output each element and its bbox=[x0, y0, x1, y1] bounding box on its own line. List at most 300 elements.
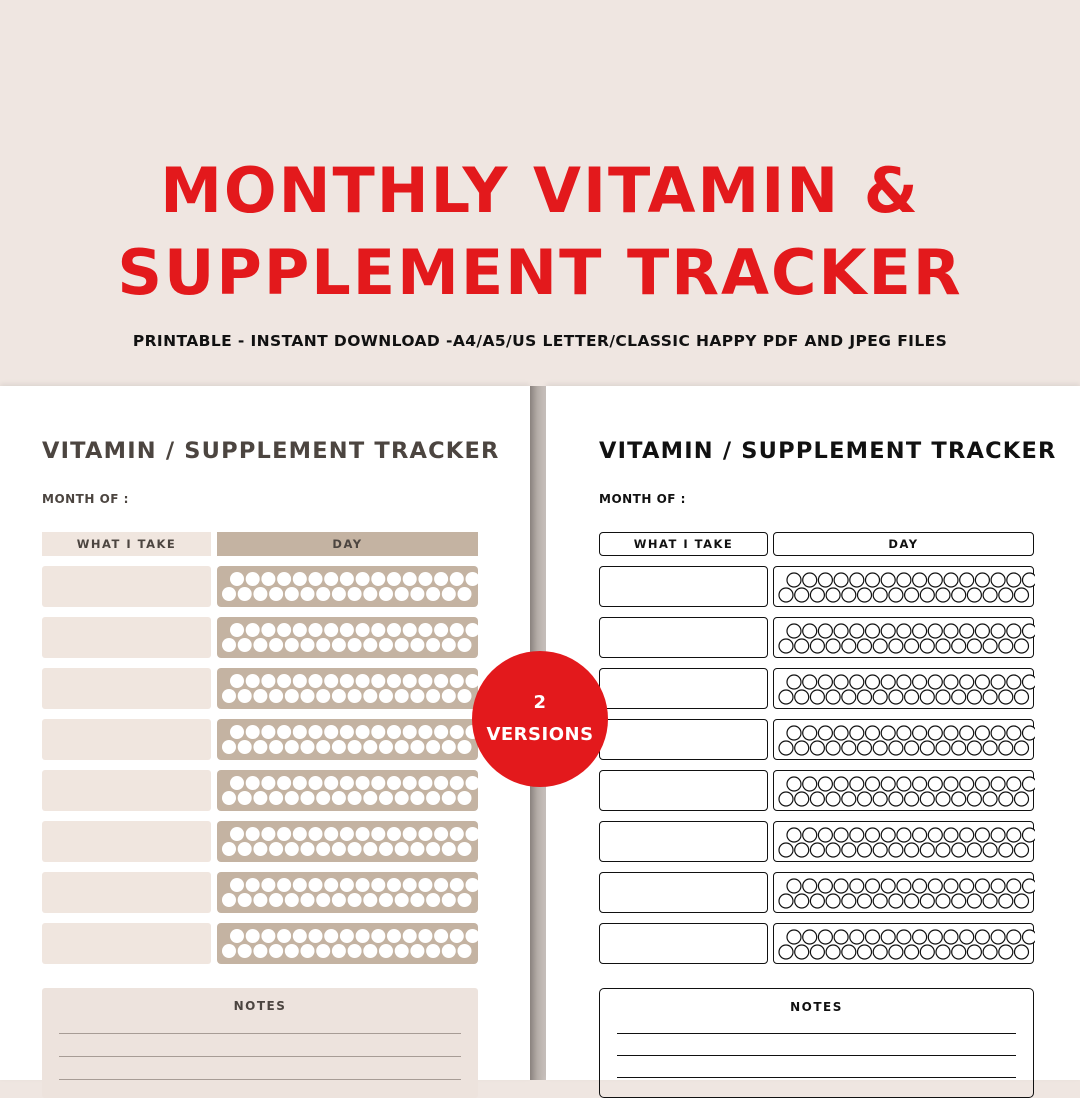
day-checkbox-circle[interactable] bbox=[920, 843, 934, 857]
day-checkbox-circle[interactable] bbox=[944, 828, 958, 842]
day-checkbox-circle[interactable] bbox=[379, 740, 393, 754]
day-checkbox-circle[interactable] bbox=[913, 930, 927, 944]
day-checkbox-circle[interactable] bbox=[246, 725, 260, 739]
day-checkbox-circle[interactable] bbox=[293, 725, 307, 739]
day-checkbox-circle[interactable] bbox=[277, 827, 291, 841]
day-checkbox-circle[interactable] bbox=[897, 675, 911, 689]
day-checkbox-circle[interactable] bbox=[897, 828, 911, 842]
day-checkbox-circle[interactable] bbox=[826, 894, 840, 908]
day-checkbox-circle[interactable] bbox=[905, 843, 919, 857]
day-checkbox-circle[interactable] bbox=[387, 572, 401, 586]
day-checkbox-circle[interactable] bbox=[779, 945, 793, 959]
day-checkbox-circle[interactable] bbox=[999, 894, 1013, 908]
day-checkbox-circle[interactable] bbox=[230, 827, 244, 841]
day-checkbox-circle[interactable] bbox=[983, 690, 997, 704]
day-checkbox-circle[interactable] bbox=[920, 639, 934, 653]
day-checkbox-circle[interactable] bbox=[810, 792, 824, 806]
day-checkbox-circle[interactable] bbox=[787, 624, 801, 638]
day-checkbox-circle[interactable] bbox=[952, 741, 966, 755]
day-checkbox-circle[interactable] bbox=[889, 639, 903, 653]
day-checkbox-circle[interactable] bbox=[387, 878, 401, 892]
day-checkbox-circle[interactable] bbox=[340, 725, 354, 739]
what-i-take-field[interactable] bbox=[599, 668, 768, 709]
day-checkbox-circle[interactable] bbox=[866, 624, 880, 638]
day-checkbox-circle[interactable] bbox=[450, 674, 464, 688]
day-checkbox-circle[interactable] bbox=[253, 944, 267, 958]
day-checkbox-circle[interactable] bbox=[858, 741, 872, 755]
day-checkbox-circle[interactable] bbox=[999, 945, 1013, 959]
day-checkbox-circle[interactable] bbox=[936, 588, 950, 602]
day-checkbox-circle[interactable] bbox=[222, 587, 236, 601]
what-i-take-field[interactable] bbox=[42, 923, 211, 964]
day-checkbox-circle[interactable] bbox=[913, 879, 927, 893]
day-checkbox-circle[interactable] bbox=[379, 689, 393, 703]
day-checkbox-circle[interactable] bbox=[301, 689, 315, 703]
day-checkbox-circle[interactable] bbox=[371, 725, 385, 739]
day-checkbox-circle[interactable] bbox=[442, 587, 456, 601]
day-checkbox-circle[interactable] bbox=[253, 740, 267, 754]
day-checkbox-circle[interactable] bbox=[999, 843, 1013, 857]
day-checkbox-circle[interactable] bbox=[348, 791, 362, 805]
day-checkbox-circle[interactable] bbox=[348, 842, 362, 856]
day-checkbox-circle[interactable] bbox=[466, 827, 479, 841]
day-checkbox-circle[interactable] bbox=[340, 929, 354, 943]
day-checkbox-circle[interactable] bbox=[897, 624, 911, 638]
day-checkbox-circle[interactable] bbox=[230, 725, 244, 739]
day-checkbox-circle[interactable] bbox=[866, 879, 880, 893]
day-checkbox-circle[interactable] bbox=[983, 741, 997, 755]
day-checkbox-circle[interactable] bbox=[936, 690, 950, 704]
day-checkbox-circle[interactable] bbox=[285, 587, 299, 601]
day-checkbox-circle[interactable] bbox=[818, 726, 832, 740]
day-checkbox-circle[interactable] bbox=[324, 674, 338, 688]
day-checkbox-circle[interactable] bbox=[434, 827, 448, 841]
day-checkbox-circle[interactable] bbox=[238, 740, 252, 754]
day-checkbox-circle[interactable] bbox=[1007, 879, 1021, 893]
day-checkbox-circle[interactable] bbox=[905, 588, 919, 602]
day-checkbox-circle[interactable] bbox=[779, 894, 793, 908]
day-checkbox-circle[interactable] bbox=[873, 894, 887, 908]
day-checkbox-circle[interactable] bbox=[442, 893, 456, 907]
day-checkbox-circle[interactable] bbox=[850, 675, 864, 689]
day-checkbox-circle[interactable] bbox=[285, 791, 299, 805]
day-checkbox-circle[interactable] bbox=[293, 674, 307, 688]
day-checkbox-circle[interactable] bbox=[795, 690, 809, 704]
day-checkbox-circle[interactable] bbox=[332, 587, 346, 601]
day-checkbox-circle[interactable] bbox=[418, 776, 432, 790]
day-checkbox-circle[interactable] bbox=[371, 674, 385, 688]
day-checkbox-circle[interactable] bbox=[316, 893, 330, 907]
day-checkbox-circle[interactable] bbox=[277, 725, 291, 739]
day-checkbox-circle[interactable] bbox=[834, 777, 848, 791]
day-checkbox-circle[interactable] bbox=[842, 945, 856, 959]
day-checkbox-circle[interactable] bbox=[795, 588, 809, 602]
day-checkbox-circle[interactable] bbox=[810, 588, 824, 602]
day-checkbox-circle[interactable] bbox=[238, 791, 252, 805]
day-checkbox-circle[interactable] bbox=[277, 776, 291, 790]
day-checkbox-circle[interactable] bbox=[316, 791, 330, 805]
what-i-take-field[interactable] bbox=[42, 821, 211, 862]
day-checkbox-circle[interactable] bbox=[944, 726, 958, 740]
day-checkbox-circle[interactable] bbox=[818, 828, 832, 842]
day-checkbox-circle[interactable] bbox=[356, 623, 370, 637]
day-checkbox-circle[interactable] bbox=[991, 624, 1005, 638]
day-checkbox-circle[interactable] bbox=[967, 945, 981, 959]
day-checkbox-circle[interactable] bbox=[261, 725, 275, 739]
day-checkbox-circle[interactable] bbox=[1015, 639, 1029, 653]
day-checkbox-circle[interactable] bbox=[410, 689, 424, 703]
day-checkbox-circle[interactable] bbox=[1023, 726, 1036, 740]
day-checkbox-circle[interactable] bbox=[309, 623, 323, 637]
day-checkbox-circle[interactable] bbox=[999, 588, 1013, 602]
day-checkbox-circle[interactable] bbox=[803, 777, 817, 791]
day-checkbox-circle[interactable] bbox=[1015, 792, 1029, 806]
day-checkbox-circle[interactable] bbox=[787, 879, 801, 893]
day-checkbox-circle[interactable] bbox=[842, 741, 856, 755]
day-checkbox-circle[interactable] bbox=[356, 776, 370, 790]
day-checkbox-circle[interactable] bbox=[458, 689, 472, 703]
day-checkbox-circle[interactable] bbox=[395, 842, 409, 856]
day-checkbox-circle[interactable] bbox=[991, 930, 1005, 944]
day-checkbox-circle[interactable] bbox=[466, 929, 479, 943]
day-checkbox-circle[interactable] bbox=[410, 893, 424, 907]
day-checkbox-circle[interactable] bbox=[818, 879, 832, 893]
day-checkbox-circle[interactable] bbox=[936, 741, 950, 755]
day-checkbox-circle[interactable] bbox=[1023, 930, 1036, 944]
day-checkbox-circle[interactable] bbox=[261, 878, 275, 892]
day-checkbox-circle[interactable] bbox=[309, 878, 323, 892]
day-checkbox-circle[interactable] bbox=[866, 573, 880, 587]
day-checkbox-circle[interactable] bbox=[450, 878, 464, 892]
day-checkbox-circle[interactable] bbox=[1015, 945, 1029, 959]
day-checkbox-circle[interactable] bbox=[285, 842, 299, 856]
day-checkbox-circle[interactable] bbox=[975, 930, 989, 944]
day-checkbox-circle[interactable] bbox=[826, 792, 840, 806]
day-checkbox-circle[interactable] bbox=[246, 878, 260, 892]
day-checkbox-circle[interactable] bbox=[222, 689, 236, 703]
day-checkbox-circle[interactable] bbox=[960, 726, 974, 740]
day-checkbox-circle[interactable] bbox=[324, 827, 338, 841]
day-checkbox-circle[interactable] bbox=[418, 725, 432, 739]
day-checkbox-circle[interactable] bbox=[1007, 930, 1021, 944]
day-checkbox-circle[interactable] bbox=[246, 572, 260, 586]
day-checkbox-circle[interactable] bbox=[826, 843, 840, 857]
day-checkbox-circle[interactable] bbox=[371, 776, 385, 790]
day-checkbox-circle[interactable] bbox=[410, 791, 424, 805]
day-checkbox-circle[interactable] bbox=[952, 792, 966, 806]
day-checkbox-circle[interactable] bbox=[897, 930, 911, 944]
day-checkbox-circle[interactable] bbox=[983, 588, 997, 602]
day-checkbox-circle[interactable] bbox=[434, 776, 448, 790]
day-checkbox-circle[interactable] bbox=[818, 930, 832, 944]
day-checkbox-circle[interactable] bbox=[913, 624, 927, 638]
day-checkbox-circle[interactable] bbox=[410, 638, 424, 652]
day-checkbox-circle[interactable] bbox=[850, 624, 864, 638]
day-checkbox-circle[interactable] bbox=[261, 929, 275, 943]
day-checkbox-circle[interactable] bbox=[889, 945, 903, 959]
day-checkbox-circle[interactable] bbox=[253, 638, 267, 652]
day-checkbox-circle[interactable] bbox=[379, 893, 393, 907]
day-checkbox-circle[interactable] bbox=[238, 893, 252, 907]
day-checkbox-circle[interactable] bbox=[434, 878, 448, 892]
what-i-take-field[interactable] bbox=[599, 719, 768, 760]
day-checkbox-circle[interactable] bbox=[285, 740, 299, 754]
day-checkbox-circle[interactable] bbox=[363, 944, 377, 958]
day-checkbox-circle[interactable] bbox=[960, 828, 974, 842]
day-checkbox-circle[interactable] bbox=[395, 791, 409, 805]
day-checkbox-circle[interactable] bbox=[395, 944, 409, 958]
day-checkbox-circle[interactable] bbox=[952, 639, 966, 653]
day-checkbox-circle[interactable] bbox=[795, 945, 809, 959]
day-checkbox-circle[interactable] bbox=[803, 675, 817, 689]
day-checkbox-circle[interactable] bbox=[450, 929, 464, 943]
what-i-take-field[interactable] bbox=[42, 872, 211, 913]
day-checkbox-circle[interactable] bbox=[387, 725, 401, 739]
day-checkbox-circle[interactable] bbox=[309, 827, 323, 841]
what-i-take-field[interactable] bbox=[599, 617, 768, 658]
day-checkbox-circle[interactable] bbox=[858, 792, 872, 806]
day-checkbox-circle[interactable] bbox=[332, 689, 346, 703]
day-checkbox-circle[interactable] bbox=[850, 828, 864, 842]
day-checkbox-circle[interactable] bbox=[913, 828, 927, 842]
day-checkbox-circle[interactable] bbox=[285, 689, 299, 703]
day-checkbox-circle[interactable] bbox=[842, 690, 856, 704]
day-checkbox-circle[interactable] bbox=[426, 740, 440, 754]
day-checkbox-circle[interactable] bbox=[928, 675, 942, 689]
day-checkbox-circle[interactable] bbox=[818, 573, 832, 587]
day-checkbox-circle[interactable] bbox=[983, 792, 997, 806]
day-checkbox-circle[interactable] bbox=[418, 674, 432, 688]
day-checkbox-circle[interactable] bbox=[269, 689, 283, 703]
day-checkbox-circle[interactable] bbox=[332, 842, 346, 856]
day-checkbox-circle[interactable] bbox=[881, 930, 895, 944]
day-checkbox-circle[interactable] bbox=[858, 690, 872, 704]
day-checkbox-circle[interactable] bbox=[301, 791, 315, 805]
day-checkbox-circle[interactable] bbox=[293, 776, 307, 790]
day-checkbox-circle[interactable] bbox=[1015, 894, 1029, 908]
day-checkbox-circle[interactable] bbox=[442, 944, 456, 958]
day-checkbox-circle[interactable] bbox=[324, 929, 338, 943]
day-checkbox-circle[interactable] bbox=[1007, 624, 1021, 638]
day-checkbox-circle[interactable] bbox=[403, 572, 417, 586]
day-checkbox-circle[interactable] bbox=[779, 639, 793, 653]
day-checkbox-circle[interactable] bbox=[371, 623, 385, 637]
day-checkbox-circle[interactable] bbox=[387, 776, 401, 790]
day-checkbox-circle[interactable] bbox=[403, 623, 417, 637]
day-checkbox-circle[interactable] bbox=[340, 572, 354, 586]
day-checkbox-circle[interactable] bbox=[991, 828, 1005, 842]
day-checkbox-circle[interactable] bbox=[858, 639, 872, 653]
day-checkbox-circle[interactable] bbox=[301, 944, 315, 958]
day-checkbox-circle[interactable] bbox=[991, 777, 1005, 791]
day-checkbox-circle[interactable] bbox=[975, 573, 989, 587]
day-checkbox-circle[interactable] bbox=[952, 690, 966, 704]
day-checkbox-circle[interactable] bbox=[261, 776, 275, 790]
day-checkbox-circle[interactable] bbox=[418, 878, 432, 892]
day-checkbox-circle[interactable] bbox=[834, 879, 848, 893]
day-checkbox-circle[interactable] bbox=[928, 930, 942, 944]
day-checkbox-circle[interactable] bbox=[442, 791, 456, 805]
day-checkbox-circle[interactable] bbox=[834, 624, 848, 638]
day-checkbox-circle[interactable] bbox=[967, 588, 981, 602]
day-checkbox-circle[interactable] bbox=[395, 740, 409, 754]
day-checkbox-circle[interactable] bbox=[810, 843, 824, 857]
day-checkbox-circle[interactable] bbox=[269, 842, 283, 856]
day-checkbox-circle[interactable] bbox=[363, 791, 377, 805]
day-checkbox-circle[interactable] bbox=[316, 638, 330, 652]
day-checkbox-circle[interactable] bbox=[363, 740, 377, 754]
day-checkbox-circle[interactable] bbox=[889, 690, 903, 704]
day-checkbox-circle[interactable] bbox=[842, 792, 856, 806]
day-checkbox-circle[interactable] bbox=[967, 639, 981, 653]
day-checkbox-circle[interactable] bbox=[889, 588, 903, 602]
day-checkbox-circle[interactable] bbox=[332, 740, 346, 754]
day-checkbox-circle[interactable] bbox=[858, 843, 872, 857]
day-checkbox-circle[interactable] bbox=[881, 624, 895, 638]
day-checkbox-circle[interactable] bbox=[222, 944, 236, 958]
day-checkbox-circle[interactable] bbox=[920, 894, 934, 908]
day-checkbox-circle[interactable] bbox=[795, 894, 809, 908]
day-checkbox-circle[interactable] bbox=[316, 944, 330, 958]
day-checkbox-circle[interactable] bbox=[975, 624, 989, 638]
day-checkbox-circle[interactable] bbox=[889, 894, 903, 908]
day-checkbox-circle[interactable] bbox=[905, 792, 919, 806]
day-checkbox-circle[interactable] bbox=[269, 740, 283, 754]
day-checkbox-circle[interactable] bbox=[324, 776, 338, 790]
day-checkbox-circle[interactable] bbox=[920, 741, 934, 755]
day-checkbox-circle[interactable] bbox=[426, 587, 440, 601]
day-checkbox-circle[interactable] bbox=[418, 623, 432, 637]
day-checkbox-circle[interactable] bbox=[803, 726, 817, 740]
day-checkbox-circle[interactable] bbox=[466, 623, 479, 637]
day-checkbox-circle[interactable] bbox=[450, 623, 464, 637]
day-checkbox-circle[interactable] bbox=[1007, 726, 1021, 740]
day-checkbox-circle[interactable] bbox=[803, 573, 817, 587]
day-checkbox-circle[interactable] bbox=[818, 777, 832, 791]
what-i-take-field[interactable] bbox=[599, 566, 768, 607]
what-i-take-field[interactable] bbox=[42, 770, 211, 811]
day-checkbox-circle[interactable] bbox=[316, 689, 330, 703]
day-checkbox-circle[interactable] bbox=[967, 792, 981, 806]
day-checkbox-circle[interactable] bbox=[952, 843, 966, 857]
day-checkbox-circle[interactable] bbox=[897, 879, 911, 893]
day-checkbox-circle[interactable] bbox=[826, 690, 840, 704]
day-checkbox-circle[interactable] bbox=[309, 725, 323, 739]
day-checkbox-circle[interactable] bbox=[246, 929, 260, 943]
day-checkbox-circle[interactable] bbox=[779, 741, 793, 755]
what-i-take-field[interactable] bbox=[42, 566, 211, 607]
day-checkbox-circle[interactable] bbox=[230, 776, 244, 790]
day-checkbox-circle[interactable] bbox=[834, 573, 848, 587]
day-checkbox-circle[interactable] bbox=[395, 893, 409, 907]
day-checkbox-circle[interactable] bbox=[967, 843, 981, 857]
day-checkbox-circle[interactable] bbox=[269, 944, 283, 958]
day-checkbox-circle[interactable] bbox=[363, 689, 377, 703]
day-checkbox-circle[interactable] bbox=[881, 675, 895, 689]
day-checkbox-circle[interactable] bbox=[332, 893, 346, 907]
day-checkbox-circle[interactable] bbox=[222, 893, 236, 907]
day-checkbox-circle[interactable] bbox=[450, 827, 464, 841]
day-checkbox-circle[interactable] bbox=[944, 930, 958, 944]
day-checkbox-circle[interactable] bbox=[1015, 588, 1029, 602]
day-checkbox-circle[interactable] bbox=[928, 879, 942, 893]
day-checkbox-circle[interactable] bbox=[458, 587, 472, 601]
day-checkbox-circle[interactable] bbox=[779, 792, 793, 806]
day-checkbox-circle[interactable] bbox=[253, 689, 267, 703]
day-checkbox-circle[interactable] bbox=[983, 894, 997, 908]
day-checkbox-circle[interactable] bbox=[967, 690, 981, 704]
day-checkbox-circle[interactable] bbox=[991, 573, 1005, 587]
day-checkbox-circle[interactable] bbox=[348, 689, 362, 703]
day-checkbox-circle[interactable] bbox=[873, 690, 887, 704]
what-i-take-field[interactable] bbox=[42, 617, 211, 658]
day-checkbox-circle[interactable] bbox=[920, 792, 934, 806]
day-checkbox-circle[interactable] bbox=[371, 929, 385, 943]
day-checkbox-circle[interactable] bbox=[991, 726, 1005, 740]
day-checkbox-circle[interactable] bbox=[787, 726, 801, 740]
day-checkbox-circle[interactable] bbox=[230, 623, 244, 637]
day-checkbox-circle[interactable] bbox=[379, 944, 393, 958]
day-checkbox-circle[interactable] bbox=[944, 879, 958, 893]
day-checkbox-circle[interactable] bbox=[356, 572, 370, 586]
day-checkbox-circle[interactable] bbox=[309, 674, 323, 688]
day-checkbox-circle[interactable] bbox=[1023, 624, 1036, 638]
day-checkbox-circle[interactable] bbox=[324, 572, 338, 586]
day-checkbox-circle[interactable] bbox=[818, 624, 832, 638]
day-checkbox-circle[interactable] bbox=[873, 945, 887, 959]
day-checkbox-circle[interactable] bbox=[866, 726, 880, 740]
day-checkbox-circle[interactable] bbox=[889, 843, 903, 857]
day-checkbox-circle[interactable] bbox=[795, 741, 809, 755]
day-checkbox-circle[interactable] bbox=[881, 777, 895, 791]
day-checkbox-circle[interactable] bbox=[913, 675, 927, 689]
day-checkbox-circle[interactable] bbox=[379, 638, 393, 652]
day-checkbox-circle[interactable] bbox=[983, 945, 997, 959]
what-i-take-field[interactable] bbox=[599, 821, 768, 862]
day-checkbox-circle[interactable] bbox=[1023, 573, 1036, 587]
day-checkbox-circle[interactable] bbox=[787, 930, 801, 944]
day-checkbox-circle[interactable] bbox=[975, 726, 989, 740]
day-checkbox-circle[interactable] bbox=[238, 587, 252, 601]
day-checkbox-circle[interactable] bbox=[1023, 828, 1036, 842]
day-checkbox-circle[interactable] bbox=[881, 726, 895, 740]
day-checkbox-circle[interactable] bbox=[309, 776, 323, 790]
day-checkbox-circle[interactable] bbox=[850, 930, 864, 944]
day-checkbox-circle[interactable] bbox=[928, 828, 942, 842]
day-checkbox-circle[interactable] bbox=[277, 878, 291, 892]
day-checkbox-circle[interactable] bbox=[450, 725, 464, 739]
day-checkbox-circle[interactable] bbox=[332, 944, 346, 958]
day-checkbox-circle[interactable] bbox=[426, 944, 440, 958]
day-checkbox-circle[interactable] bbox=[1015, 690, 1029, 704]
day-checkbox-circle[interactable] bbox=[960, 624, 974, 638]
day-checkbox-circle[interactable] bbox=[403, 878, 417, 892]
day-checkbox-circle[interactable] bbox=[873, 792, 887, 806]
day-checkbox-circle[interactable] bbox=[999, 639, 1013, 653]
day-checkbox-circle[interactable] bbox=[277, 623, 291, 637]
day-checkbox-circle[interactable] bbox=[403, 674, 417, 688]
day-checkbox-circle[interactable] bbox=[418, 572, 432, 586]
day-checkbox-circle[interactable] bbox=[1023, 879, 1036, 893]
day-checkbox-circle[interactable] bbox=[1007, 675, 1021, 689]
day-checkbox-circle[interactable] bbox=[277, 674, 291, 688]
day-checkbox-circle[interactable] bbox=[944, 573, 958, 587]
day-checkbox-circle[interactable] bbox=[379, 842, 393, 856]
day-checkbox-circle[interactable] bbox=[246, 623, 260, 637]
day-checkbox-circle[interactable] bbox=[834, 675, 848, 689]
day-checkbox-circle[interactable] bbox=[866, 675, 880, 689]
day-checkbox-circle[interactable] bbox=[434, 572, 448, 586]
